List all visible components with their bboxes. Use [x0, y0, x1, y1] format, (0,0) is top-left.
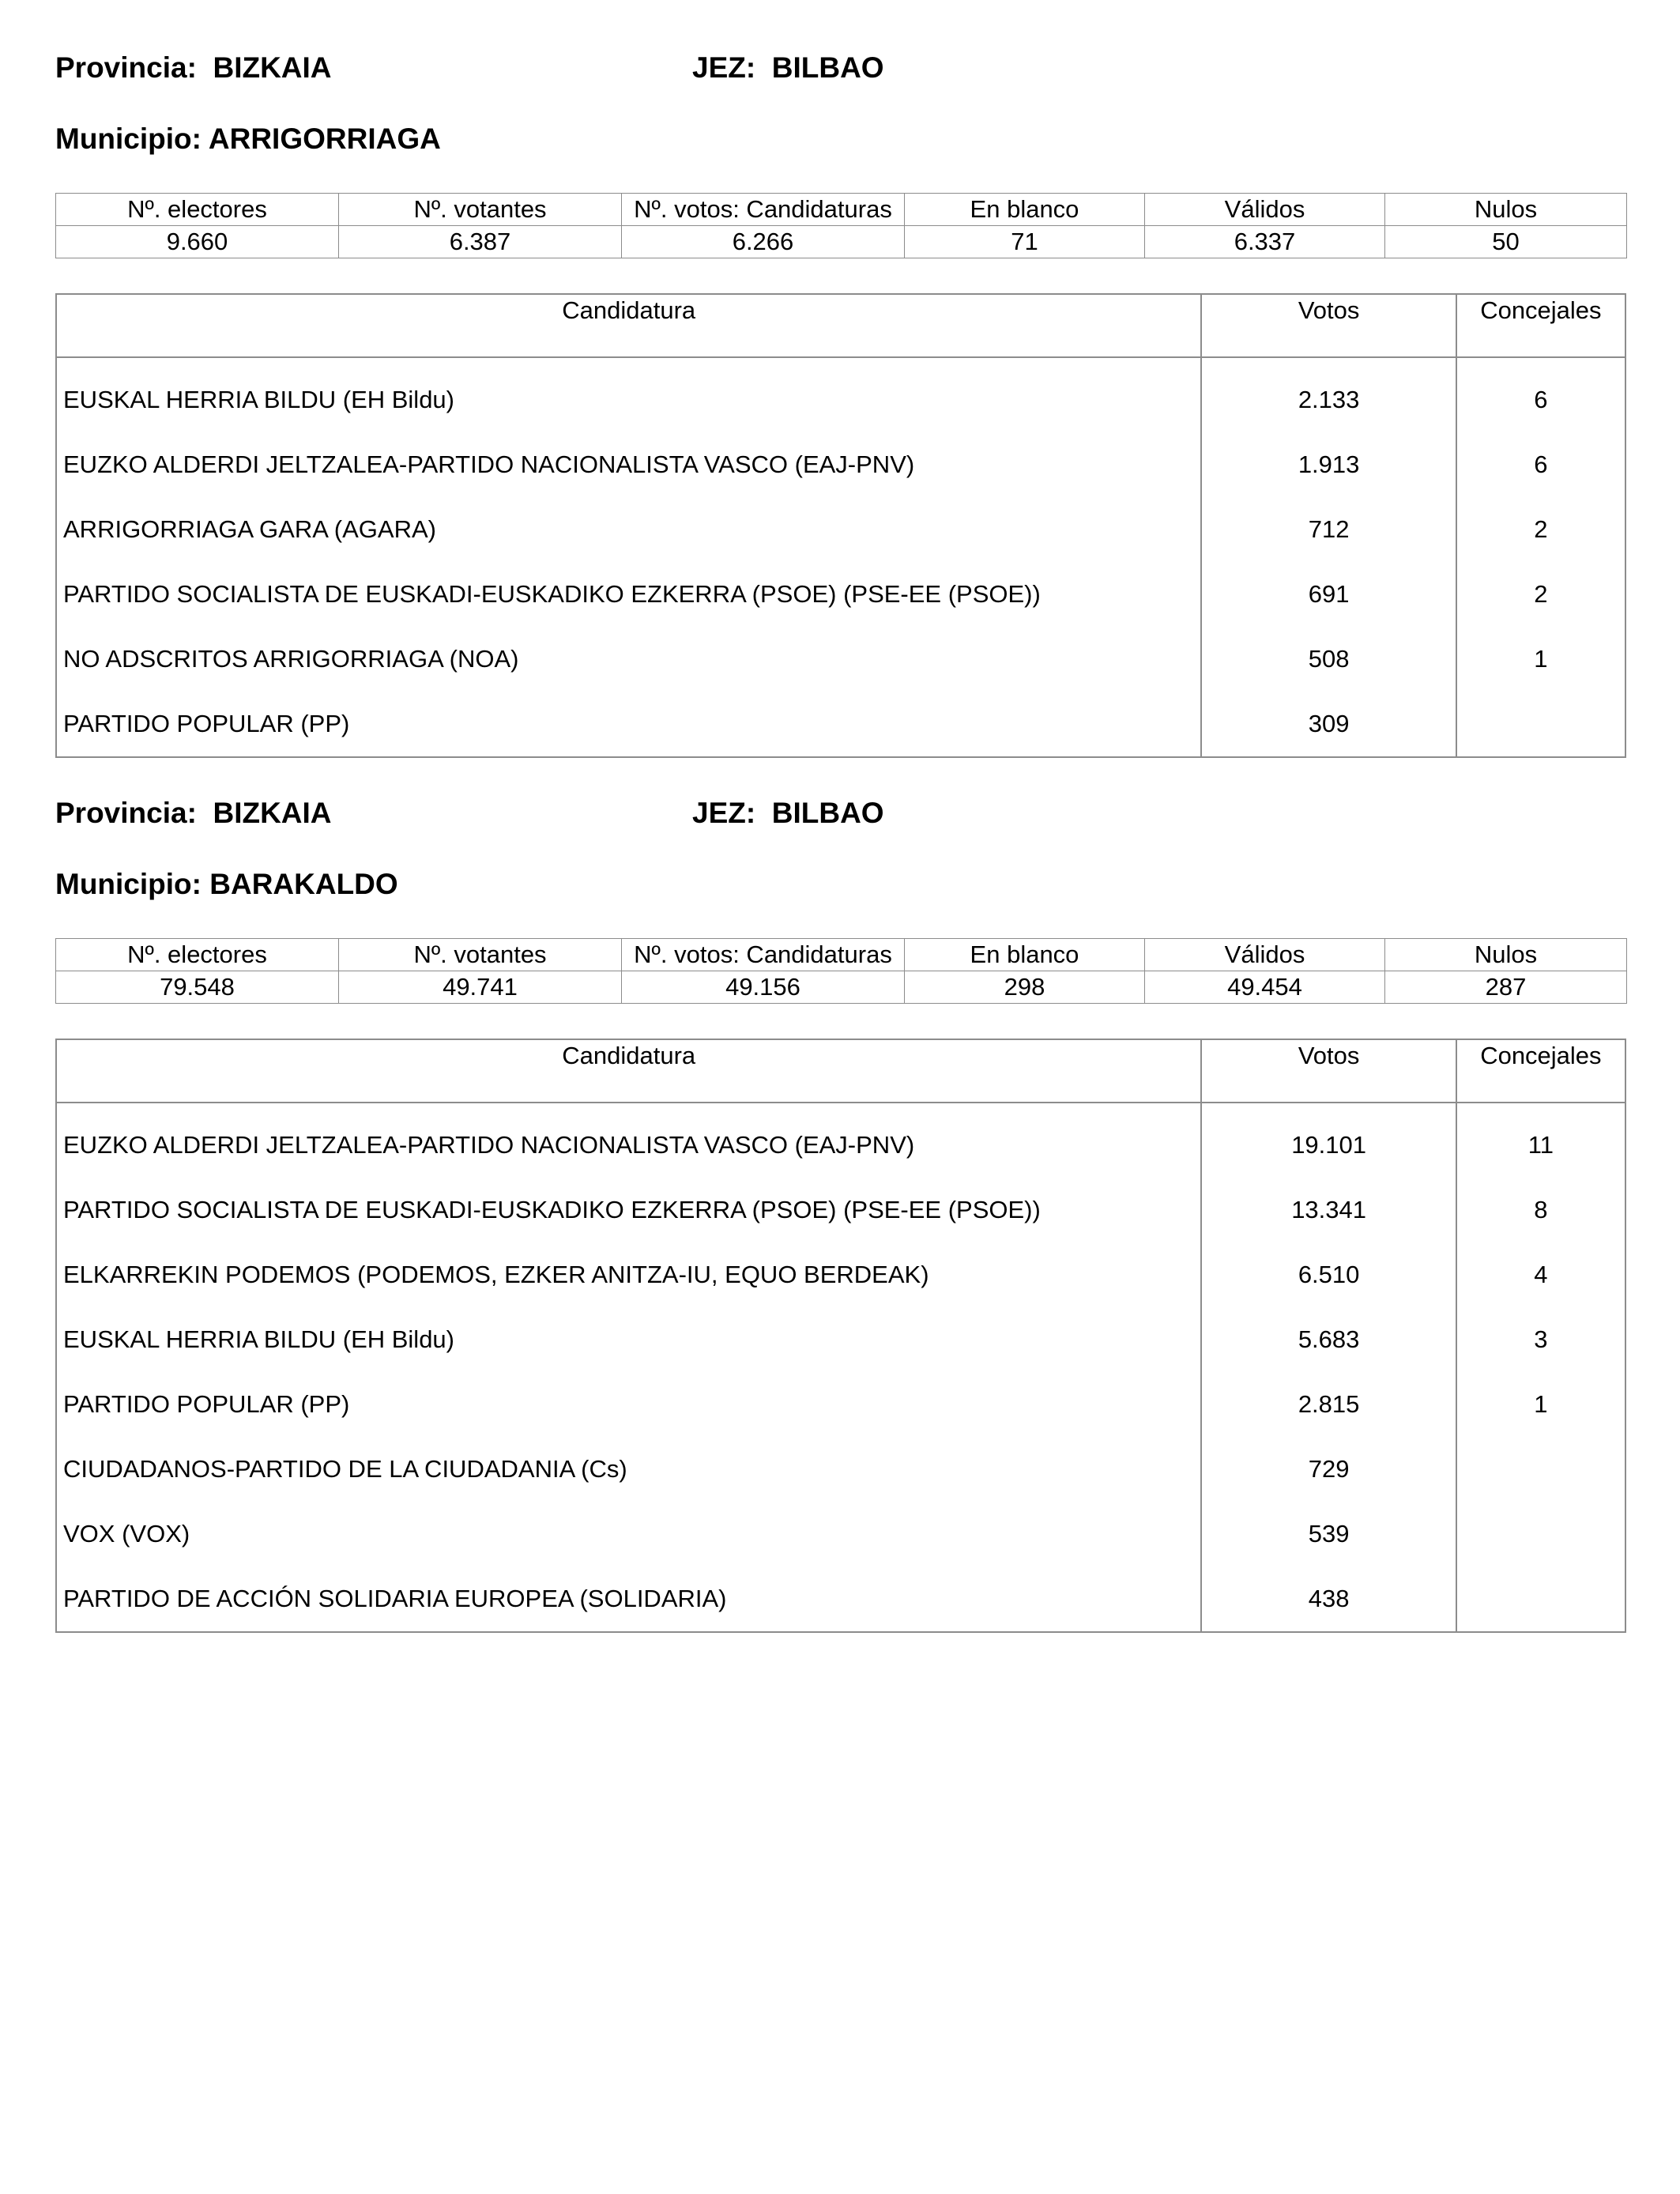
summary-header-row	[56, 194, 1627, 226]
summary-value-cell: 6.387	[339, 226, 622, 258]
concejales-header: Concejales	[1456, 1039, 1625, 1103]
summary-value-cell: 6.266	[622, 226, 905, 258]
provincia-value: BIZKAIA	[213, 51, 332, 84]
concejales-cell: 6	[1456, 368, 1625, 432]
municipio-heading	[55, 864, 1626, 905]
candidatura-cell: NO ADSCRITOS ARRIGORRIAGA (NOA)	[63, 645, 519, 673]
municipio-value: ARRIGORRIAGA	[208, 123, 441, 155]
table-row	[56, 368, 1625, 432]
table-row	[56, 1113, 1625, 1178]
document-page	[55, 47, 1626, 1633]
concejales-cell: 1	[1456, 1372, 1625, 1437]
municipality-section	[55, 47, 1626, 758]
summary-header-cell: En blanco	[905, 194, 1145, 226]
table-row	[56, 627, 1625, 692]
table-row	[56, 1502, 1625, 1566]
candidatura-header: Candidatura	[56, 294, 1201, 357]
candidatura-cell: VOX (VOX)	[63, 1520, 190, 1547]
summary-value-cell: 9.660	[56, 226, 339, 258]
provincia-value: BIZKAIA	[213, 797, 332, 829]
summary-header-cell: Nulos	[1385, 939, 1627, 971]
summary-table	[55, 193, 1627, 258]
table-row	[56, 497, 1625, 562]
votos-cell: 19.101	[1201, 1113, 1456, 1178]
provincia-label: Provincia:	[55, 797, 197, 829]
concejales-cell	[1456, 1437, 1625, 1502]
candidatura-cell: PARTIDO SOCIALISTA DE EUSKADI-EUSKADIKO EZKERRA (PSOE) (PSE-EE (PSOE))	[63, 580, 1041, 608]
votos-cell: 5.683	[1201, 1307, 1456, 1372]
table-row	[56, 1372, 1625, 1437]
concejales-cell: 8	[1456, 1178, 1625, 1242]
concejales-cell: 1	[1456, 627, 1625, 692]
candidatura-cell: ELKARREKIN PODEMOS (PODEMOS, EZKER ANITZA-IU, EQUO BERDEAK)	[63, 1261, 929, 1288]
concejales-cell: 6	[1456, 432, 1625, 497]
table-row	[56, 1566, 1625, 1632]
concejales-cell: 3	[1456, 1307, 1625, 1372]
summary-value-cell: 50	[1385, 226, 1627, 258]
candidatura-cell: PARTIDO POPULAR (PP)	[63, 710, 350, 737]
candidatura-cell: PARTIDO SOCIALISTA DE EUSKADI-EUSKADIKO EZKERRA (PSOE) (PSE-EE (PSOE))	[63, 1196, 1041, 1223]
votos-header: Votos	[1201, 294, 1456, 357]
results-header-row	[56, 294, 1625, 357]
concejales-cell	[1456, 1502, 1625, 1566]
concejales-cell: 2	[1456, 562, 1625, 627]
votos-cell: 1.913	[1201, 432, 1456, 497]
table-row	[56, 1307, 1625, 1372]
summary-value-cell: 298	[905, 971, 1145, 1004]
summary-value-cell: 49.741	[339, 971, 622, 1004]
concejales-header: Concejales	[1456, 294, 1625, 357]
results-table	[55, 1039, 1626, 1633]
jez-label: JEZ:	[692, 51, 756, 84]
municipio-label: Municipio:	[55, 868, 202, 900]
votos-cell: 438	[1201, 1566, 1456, 1632]
votos-cell: 691	[1201, 562, 1456, 627]
summary-value-cell: 71	[905, 226, 1145, 258]
jez-value: BILBAO	[771, 797, 884, 829]
concejales-cell	[1456, 692, 1625, 757]
summary-header-cell: Nº. electores	[56, 194, 339, 226]
summary-table	[55, 938, 1627, 1004]
municipio-heading	[55, 119, 1626, 160]
concejales-cell	[1456, 1566, 1625, 1632]
votos-cell: 2.815	[1201, 1372, 1456, 1437]
table-row	[56, 562, 1625, 627]
jez-heading	[692, 47, 884, 89]
provincia-label: Provincia:	[55, 51, 197, 84]
section-header	[55, 47, 1626, 89]
provincia-heading	[55, 47, 332, 89]
municipality-section	[55, 793, 1626, 1633]
jez-value: BILBAO	[771, 51, 884, 84]
votos-cell: 13.341	[1201, 1178, 1456, 1242]
table-row	[56, 692, 1625, 757]
candidatura-cell: EUZKO ALDERDI JELTZALEA-PARTIDO NACIONALISTA VASCO (EAJ-PNV)	[63, 450, 915, 478]
summary-header-cell: Válidos	[1145, 194, 1385, 226]
candidatura-cell: PARTIDO DE ACCIÓN SOLIDARIA EUROPEA (SOLIDARIA)	[63, 1585, 727, 1612]
candidatura-cell: ARRIGORRIAGA GARA (AGARA)	[63, 515, 436, 543]
summary-value-cell: 287	[1385, 971, 1627, 1004]
summary-value-row	[56, 226, 1627, 258]
candidatura-cell: PARTIDO POPULAR (PP)	[63, 1390, 350, 1418]
table-row	[56, 1437, 1625, 1502]
summary-value-cell: 79.548	[56, 971, 339, 1004]
results-table	[55, 293, 1626, 758]
provincia-heading	[55, 793, 332, 834]
candidatura-header: Candidatura	[56, 1039, 1201, 1103]
summary-header-cell: Nº. votantes	[339, 939, 622, 971]
summary-header-cell: Nulos	[1385, 194, 1627, 226]
table-row	[56, 1178, 1625, 1242]
table-row	[56, 1242, 1625, 1307]
candidatura-cell: EUSKAL HERRIA BILDU (EH Bildu)	[63, 1325, 455, 1353]
summary-header-cell: Nº. votos: Candidaturas	[622, 939, 905, 971]
summary-header-row	[56, 939, 1627, 971]
table-row	[56, 432, 1625, 497]
summary-value-cell: 49.156	[622, 971, 905, 1004]
municipio-value: BARAKALDO	[209, 868, 398, 900]
table-spacer	[56, 357, 1625, 368]
summary-header-cell: Nº. votos: Candidaturas	[622, 194, 905, 226]
summary-value-row	[56, 971, 1627, 1004]
municipio-label: Municipio:	[55, 123, 202, 155]
votos-cell: 508	[1201, 627, 1456, 692]
votos-cell: 2.133	[1201, 368, 1456, 432]
summary-header-cell: Nº. votantes	[339, 194, 622, 226]
candidatura-cell: EUZKO ALDERDI JELTZALEA-PARTIDO NACIONALISTA VASCO (EAJ-PNV)	[63, 1131, 915, 1159]
votos-cell: 6.510	[1201, 1242, 1456, 1307]
summary-header-cell: Nº. electores	[56, 939, 339, 971]
summary-value-cell: 49.454	[1145, 971, 1385, 1004]
summary-value-cell: 6.337	[1145, 226, 1385, 258]
summary-header-cell: En blanco	[905, 939, 1145, 971]
concejales-cell: 2	[1456, 497, 1625, 562]
section-header	[55, 793, 1626, 834]
results-header-row	[56, 1039, 1625, 1103]
votos-cell: 539	[1201, 1502, 1456, 1566]
concejales-cell: 11	[1456, 1113, 1625, 1178]
table-spacer	[56, 1103, 1625, 1113]
candidatura-cell: CIUDADANOS-PARTIDO DE LA CIUDADANIA (Cs)	[63, 1455, 627, 1483]
votos-header: Votos	[1201, 1039, 1456, 1103]
votos-cell: 712	[1201, 497, 1456, 562]
jez-heading	[692, 793, 884, 834]
summary-header-cell: Válidos	[1145, 939, 1385, 971]
votos-cell: 309	[1201, 692, 1456, 757]
concejales-cell: 4	[1456, 1242, 1625, 1307]
candidatura-cell: EUSKAL HERRIA BILDU (EH Bildu)	[63, 386, 455, 413]
votos-cell: 729	[1201, 1437, 1456, 1502]
jez-label: JEZ:	[692, 797, 756, 829]
